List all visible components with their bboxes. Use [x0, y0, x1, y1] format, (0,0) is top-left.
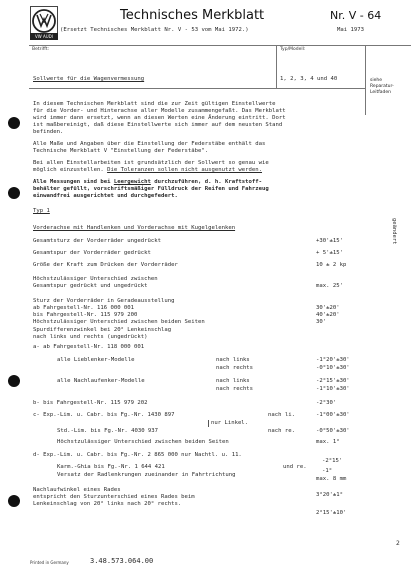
document-title: Technisches Merkblatt: [120, 8, 265, 23]
section-c-bracket: nur Linkel.: [208, 420, 248, 427]
section-a-dir: nach links: [216, 357, 250, 363]
section-c-line: Höchstzulässiger Unterschied zwischen beiden Seiten: [57, 439, 229, 445]
section-a-dir: nach rechts: [216, 386, 254, 392]
section-d-line: Karm.-Ghia bis Fg.-Nr. 1 644 421: [57, 464, 165, 470]
camber-block: Sturz der Vorderräder in Geradeausstellung ab Fahrgestell-Nr. 116 000 001 bis Fahrgestell-Nr. 115 979 200 Höchstzulässiger Unterschied zwischen beiden Seiten: [33, 298, 205, 325]
section-a-value: -1°20'±30': [316, 357, 350, 363]
replaces-note: (Ersetzt Technisches Merkblatt Nr. V - 53 vom Mai 1972.): [60, 27, 249, 33]
camber-values: 30'±20' 40'±20' 30': [316, 305, 340, 325]
document-number: Nr. V - 64: [330, 9, 382, 22]
spec-row-value: 10 ± 2 kp: [316, 262, 347, 268]
spec-row-value: +30'±15': [316, 238, 343, 244]
section-c-value: max. 1°: [316, 439, 340, 445]
measurement-paragraph: Alle Messungen sind bei Leergewicht durchzuführen, d. h. Kraftstoff- behälter gefüllt, vorschriftsmäßiger Fülldruck der Reifen und Fahrzeug einwandfrei ausgerichtet und durchgefedert.: [33, 179, 269, 199]
footer-mark: 2: [396, 540, 400, 547]
section-a-dir: nach links: [216, 378, 250, 384]
section-d-dir: und re.: [283, 464, 307, 470]
footer-code: 3.48.573.064.00: [90, 557, 154, 565]
punch-hole: [8, 117, 20, 129]
section-b-label: b- bis Fahrgestell-Nr. 115 979 202: [33, 400, 148, 406]
section-a-heading: a- ab Fahrgestell-Nr. 118 000 001: [33, 344, 145, 350]
spec-row-value: + 5'±15': [316, 250, 343, 256]
section-heading: Vorderachse mit Handlenken und Vorderachse mit Kugelgelenken: [33, 225, 236, 231]
toe-difference-heading: Spurdifferenzwinkel bei 20° Lenkeinschlag nach links und rechts (ungedrückt): [33, 327, 172, 340]
spec-row-value: max. 25': [316, 283, 343, 289]
section-c-dir: nach re.: [268, 428, 295, 434]
section-a-dir: nach rechts: [216, 365, 254, 371]
revision-note: geändert: [391, 218, 397, 245]
section-b-value: -2°30': [316, 400, 337, 406]
punch-hole: [8, 375, 20, 387]
punch-hole: [8, 187, 20, 199]
document-date: Mai 1973: [337, 27, 364, 33]
punch-hole: [8, 495, 20, 507]
section-c-line: Std.-Lim. bis Fg.-Nr. 4030 937: [57, 428, 159, 434]
section-a-label: alle Lieblenker-Modelle: [57, 357, 135, 363]
section-a-value: -0°10'±30': [316, 365, 350, 371]
tolerance-note: Die Toleranzen sollen nicht ausgenutzt werden.: [107, 167, 263, 173]
side-note: siehe Reparatur- Leitfaden: [370, 78, 394, 95]
brand-label: VW AUDI: [30, 33, 58, 40]
spec-row-label: Gesamtsturz der Vorderräder ungedrückt: [33, 238, 161, 244]
intro-paragraph-3: Bei allen Einstellarbeiten ist grundsätzlich der Sollwert so genau wie möglich einzustellen. Die Toleranzen sollen nicht ausgenutzt werden.: [33, 160, 269, 173]
section-a-label: alle Nachlaufenker-Modelle: [57, 378, 145, 384]
type-heading: Typ 1: [33, 208, 50, 214]
intro-paragraph-2: Alle Maße und Angaben über die Einstellung der Federstäbe enthält das Technische Merkblatt V "Einstellung der Federstäbe".: [33, 141, 266, 154]
section-c-dir: nach li.: [268, 412, 295, 418]
section-d-line: d- Exp.-Lim. u. Cabr. bis Fg.-Nr. 2 865 000 nur Nachtl. u. 11.: [33, 452, 242, 458]
spec-row-label: Gesamtspur der Vorderräder gedrückt: [33, 250, 151, 256]
section-d-value: -1°: [322, 468, 333, 474]
typ-value: 1, 2, 3, 4 und 40: [280, 76, 338, 82]
section-a-value: -2°15'±30': [316, 378, 350, 384]
divider: [276, 45, 277, 88]
spec-row-label: Höchstzulässiger Unterschied zwischen: [33, 276, 158, 282]
caster-value: 3°20'±1°: [316, 492, 343, 498]
section-d-line: Versatz der Radlenkrungen zueinander in Fahrtrichtung: [57, 472, 236, 478]
section-c-value: -0°50'±30': [316, 428, 350, 434]
intro-paragraph: In diesem Technischen Merkblatt sind die zur Zeit gültigen Einstellwerte für die Vorder- und Hinterachse aller Modelle zusammengefaßt. Das Merkblatt wird immer dann ersetzt, wenn an diesen Werten eine Änderung eintritt. Dort ist maßbereinigt, daß diese Einstellwerte sich immer auf dem neusten Stand befinden.: [33, 101, 286, 135]
typ-label: Typ/Modell:: [280, 47, 306, 52]
footer-label: Printed in Germany: [30, 560, 69, 565]
divider: [365, 45, 366, 115]
section-c-line: c- Exp.-Lim. u. Cabr. bis Fg.-Nr. 1430 897: [33, 412, 175, 418]
betrifft-value: Sollwerte für die Wagenvermessung: [33, 76, 145, 82]
spec-row-label: Gesamtspur gedrückt und ungedrückt: [33, 283, 148, 289]
section-d-value: -2°15': [322, 458, 343, 464]
divider: [29, 45, 411, 46]
section-d-value: max. 8 mm: [316, 476, 347, 482]
section-c-value: -1°00'±30': [316, 412, 350, 418]
divider: [29, 88, 365, 89]
section-a-value: -1°10'±30': [316, 386, 350, 392]
caster-value: 2°15'±10': [316, 510, 347, 516]
caster-block: Nachlaufwinkel eines Rades entspricht den Sturzunterschied eines Rades beim Lenkeinschlag von 20° links nach 20° rechts.: [33, 487, 195, 507]
betrifft-label: Betrifft:: [32, 47, 50, 52]
spec-row-label: Größe der Kraft zum Drücken der Vorderräder: [33, 262, 178, 268]
vw-logo-icon: [31, 8, 57, 34]
